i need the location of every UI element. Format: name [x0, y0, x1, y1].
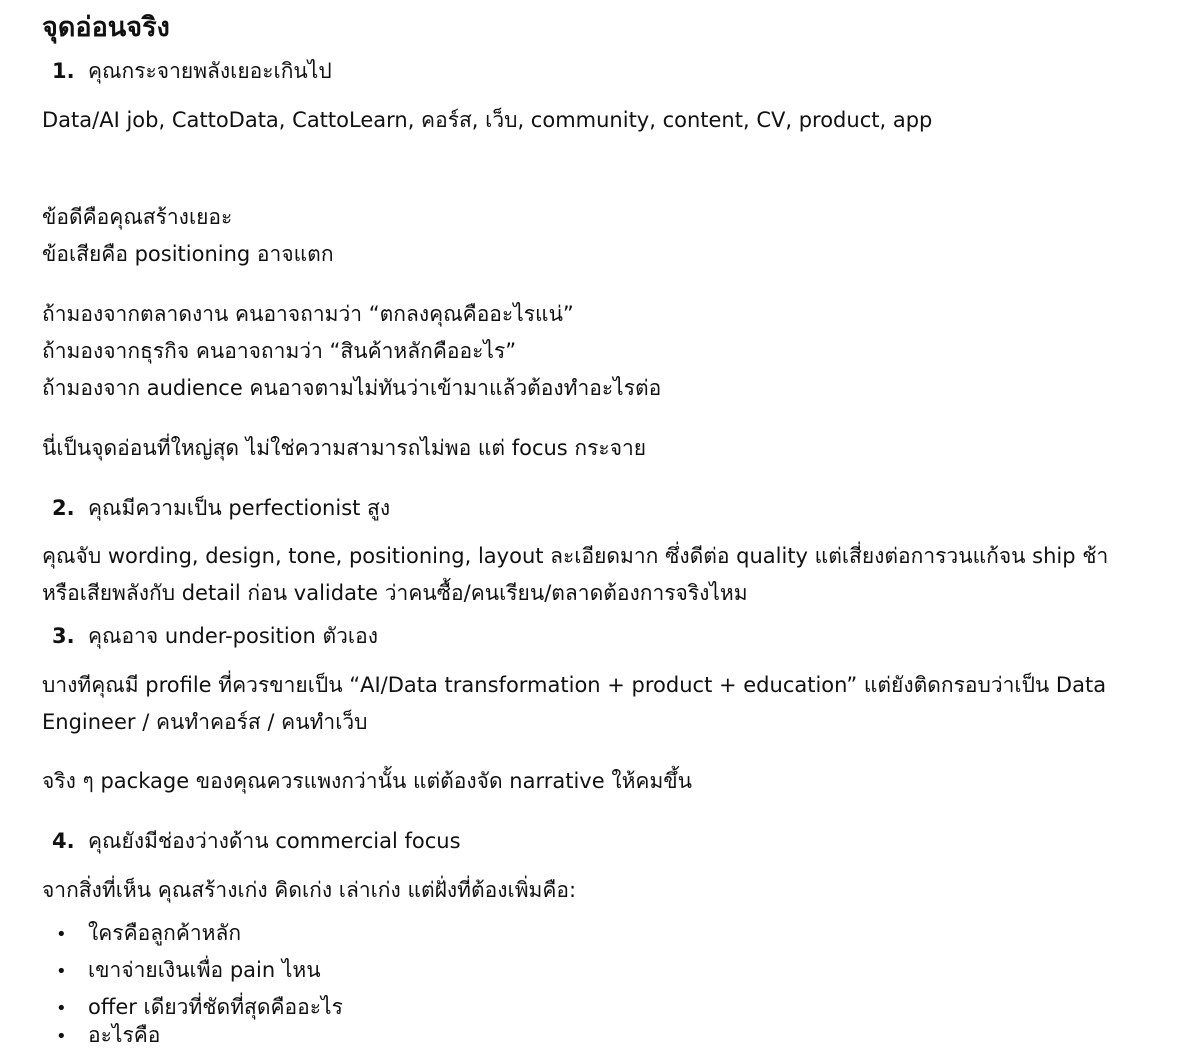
item-number: 1.: [52, 59, 75, 83]
bullet-item: [56, 956, 321, 986]
section-heading: จุดอ่อนจริง: [42, 12, 170, 43]
paragraph-position-2: Engineer / คนทำคอร์ส / คนทำเว็บ: [42, 710, 368, 734]
bullet-icon: •: [56, 998, 67, 1019]
bullet-text: ใครคือลูกค้าหลัก: [88, 921, 242, 945]
paragraph-package: จริง ๆ package ของคุณควรแพงกว่านั้น แต่ต้องจัด narrative ให้คมขึ้น: [42, 769, 693, 793]
paragraph-business: ถ้ามองจากธุรกิจ คนอาจถามว่า “สินค้าหลักคืออะไร”: [42, 339, 517, 363]
paragraph-pro: ข้อดีคือคุณสร้างเยอะ: [42, 205, 233, 229]
paragraph-perfectionist-1: คุณจับ wording, design, tone, positioning, layout ละเอียดมาก ซึ่งดีต่อ quality แต่เสี่ยงต่อการวนแก้จน ship ช้า: [42, 544, 1109, 568]
numbered-item-4: [52, 827, 461, 855]
paragraph-position-1: บางทีคุณมี profile ที่ควรขายเป็น “AI/Data transformation + product + education” แต่ยังติดกรอบว่าเป็น Data: [42, 673, 1107, 697]
paragraph-con: ข้อเสียคือ positioning อาจแตก: [42, 242, 334, 266]
paragraph-audience: ถ้ามองจาก audience คนอาจตามไม่ทันว่าเข้ามาแล้วต้องทำอะไรต่อ: [42, 376, 662, 400]
paragraph-biggest-weakness: นี่เป็นจุดอ่อนที่ใหญ่สุด ไม่ใช่ความสามารถไม่พอ แต่ focus กระจาย: [42, 436, 647, 460]
numbered-item-1: [52, 57, 332, 85]
bullet-icon: •: [56, 924, 67, 945]
item-number: 3.: [52, 624, 75, 648]
item-number: 4.: [52, 829, 75, 853]
item-text: คุณกระจายพลังเยอะเกินไป: [88, 59, 332, 83]
bullet-icon: •: [56, 961, 67, 982]
item-text: คุณมีความเป็น perfectionist สูง: [88, 496, 391, 520]
bullet-text: offer เดียวที่ชัดที่สุดคืออะไร: [88, 995, 343, 1019]
bullet-text: อะไรคือ: [88, 1023, 161, 1047]
numbered-item-3: [52, 622, 378, 650]
bullet-icon: •: [56, 1026, 67, 1047]
bullet-text: เขาจ่ายเงินเพื่อ pain ไหน: [88, 958, 321, 982]
paragraph-perfectionist-2: หรือเสียพลังกับ detail ก่อน validate ว่าคนซื้อ/คนเรียน/ตลาดต้องการจริงไหม: [42, 581, 748, 605]
paragraph-commercial: จากสิ่งที่เห็น คุณสร้างเก่ง คิดเก่ง เล่าเก่ง แต่ฝั่งที่ต้องเพิ่มคือ:: [42, 878, 577, 902]
bullet-item: [56, 993, 343, 1023]
bullet-item: [56, 919, 241, 949]
item-number: 2.: [52, 496, 75, 520]
numbered-item-2: [52, 494, 390, 522]
paragraph-job-market: ถ้ามองจากตลาดงาน คนอาจถามว่า “ตกลงคุณคืออะไรแน่”: [42, 302, 574, 326]
item-text: คุณอาจ under-position ตัวเอง: [88, 624, 378, 648]
bullet-item-partial: [56, 1021, 161, 1047]
item-text: คุณยังมีช่องว่างด้าน commercial focus: [88, 829, 461, 853]
paragraph-projects: Data/AI job, CattoData, CattoLearn, คอร์ส, เว็บ, community, content, CV, product, app: [42, 108, 933, 132]
